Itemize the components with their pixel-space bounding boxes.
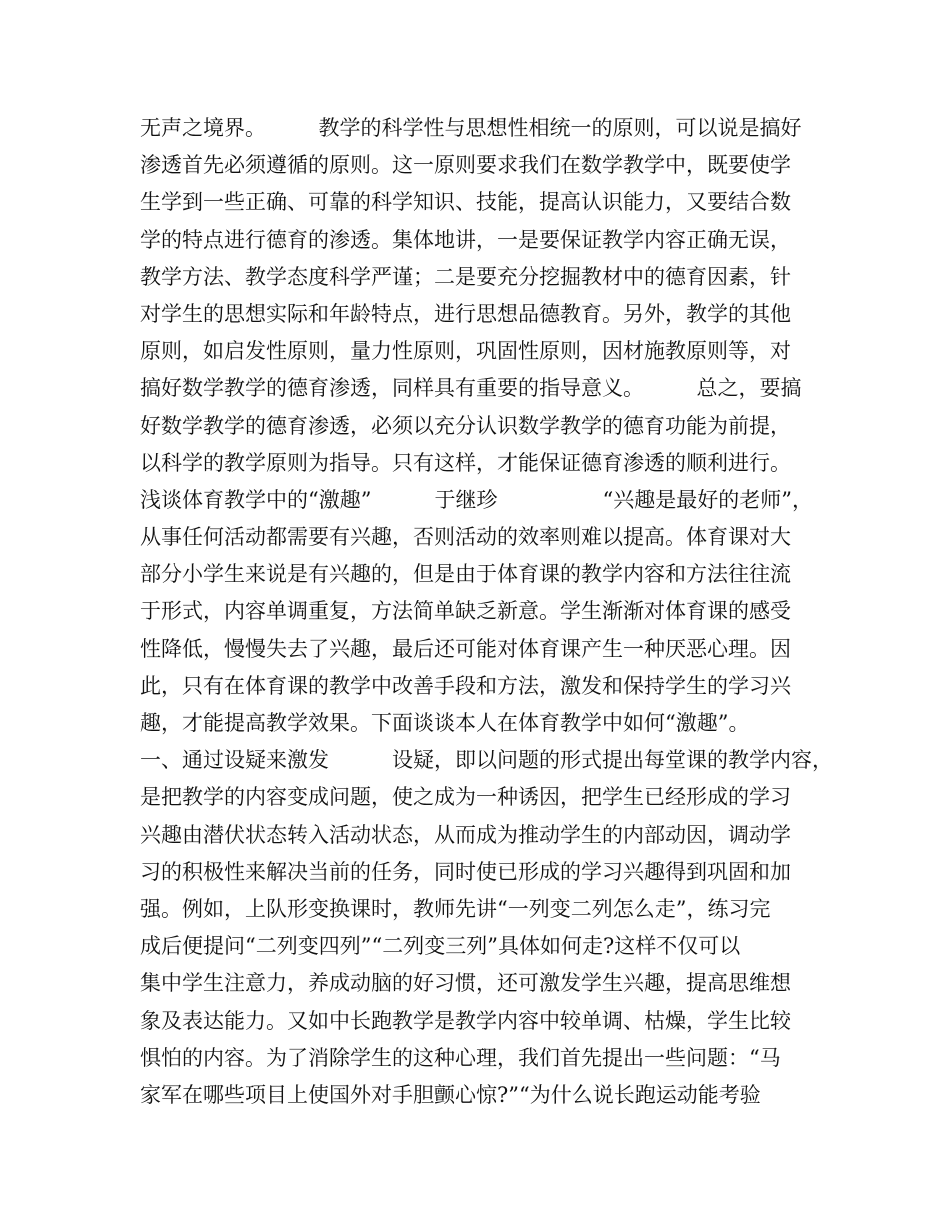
text-line: 原则，如启发性原则，量力性原则，巩固性原则，因材施教原则等，对 [140,339,791,364]
section-heading-line: 一、通过设疑来激发 设疑，即以问题的形式提出每堂课的教学内容， [140,748,833,773]
text-line: 集中学生注意力，养成动脑的好习惯，还可激发学生兴趣，提高思维想 [140,971,791,996]
text-line: 习的积极性来解决当前的任务，同时使已形成的学习兴趣得到巩固和加 [140,859,791,884]
text-line: 无声之境界。 教学的科学性与思想性相统一的原则，可以说是搞好 [140,116,802,140]
text-line: 教学方法、教学态度科学严谨；二是要充分挖掘教材中的德育因素，针 [140,264,791,289]
text-line: 生学到一些正确、可靠的科学知识、技能，提高认识能力，又要结合数 [140,190,791,215]
document-body [140,110,840,1114]
article-title-line: 浅谈体育教学中的“激趣” 于继珍 “兴趣是最好的老师”， [140,487,813,512]
text-line: 惧怕的内容。为了消除学生的这种心理，我们首先提出一些问题：“马 [140,1045,781,1070]
text-line: 象及表达能力。又如中长跑教学是教学内容中较单调、枯燥，学生比较 [140,1008,791,1033]
text-line: 兴趣由潜伏状态转入活动状态，从而成为推动学生的内部动因，调动学 [140,822,791,847]
text-line: 从事任何活动都需要有兴趣，否则活动的效率则难以提高。体育课对大 [140,525,791,550]
text-line: 对学生的思想实际和年龄特点，进行思想品德教育。另外，教学的其他 [140,301,791,326]
text-line: 强。例如，上队形变换课时，教师先讲“一列变二列怎么走”，练习完 [140,896,771,921]
text-line: 以科学的教学原则为指导。只有这样，才能保证德育渗透的顺利进行。 [140,450,791,475]
text-line: 是把教学的内容变成问题，使之成为一种诱因，把学生已经形成的学习 [140,785,791,810]
text-line: 趣，才能提高教学效果。下面谈谈本人在体育教学中如何“激趣”。 [140,711,750,735]
text-line: 此，只有在体育课的教学中改善手段和方法，激发和保持学生的学习兴 [140,673,791,698]
text-line: 学的特点进行德育的渗透。集体地讲，一是要保证教学内容正确无误， [140,227,791,252]
text-line: 性降低，慢慢失去了兴趣，最后还可能对体育课产生一种厌恶心理。因 [140,636,791,661]
text-line: 成后便提问“二列变四列”“二列变三列”具体如何走?这样不仅可以 [140,934,741,959]
text-line: 渗透首先必须遵循的原则。这一原则要求我们在数学教学中，既要使学 [140,153,791,178]
text-line: 搞好数学教学的德育渗透，同样具有重要的指导意义。 总之，要搞 [140,376,802,401]
text-line: 家军在哪些项目上使国外对手胆颤心惊?”“为什么说长跑运动能考验 [140,1082,761,1107]
text-line: 部分小学生来说是有兴趣的，但是由于体育课的教学内容和方法往往流 [140,562,791,587]
text-line: 于形式，内容单调重复，方法简单缺乏新意。学生渐渐对体育课的感受 [140,599,791,624]
text-line: 好数学教学的德育渗透，必须以充分认识数学教学的德育功能为前提， [140,413,791,438]
